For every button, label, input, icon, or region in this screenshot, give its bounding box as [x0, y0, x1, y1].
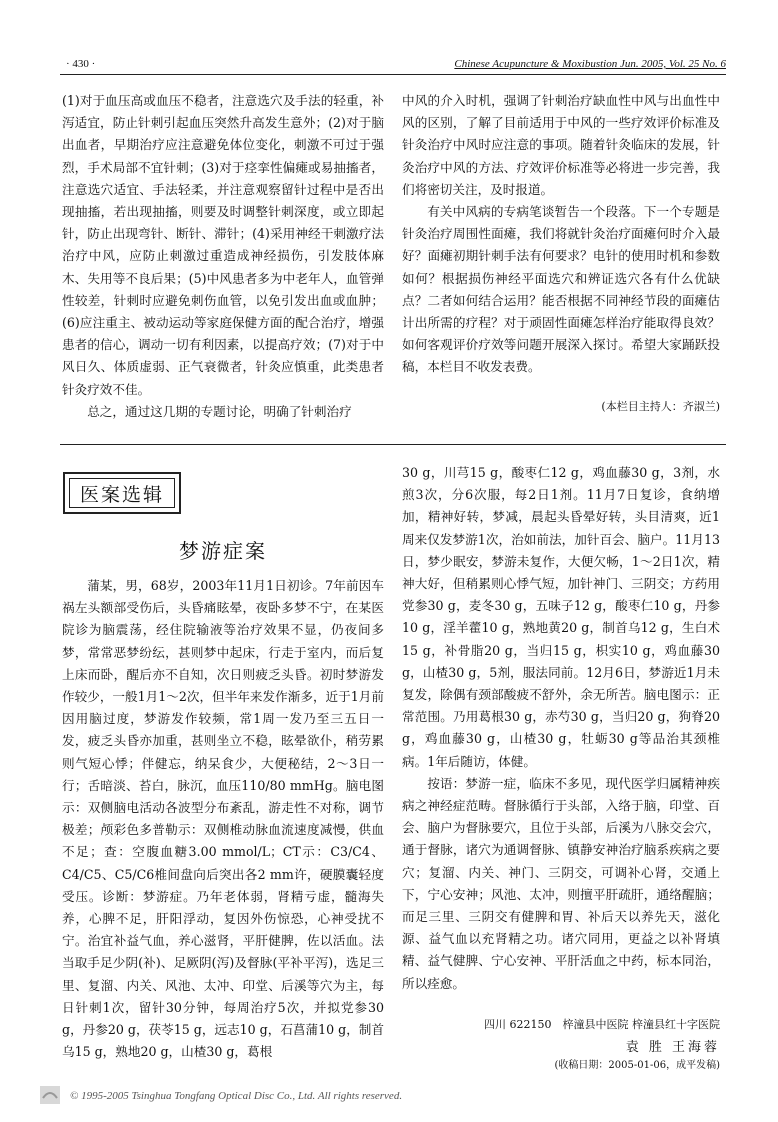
paragraph: 30 g，川芎15 g，酸枣仁12 g，鸡血藤30 g，3剂，水煎3次，分6次服，每2日1剂。11月7日复诊，食纳增加，精神好转，梦减，晨起头昏晕好转，头目清爽，近1周来仅发梦游1次，治如前法，加针百会、脑户。11月13日，梦少眠安，梦游未复作，大便欠畅，1～2日1次，精神大好，但稍累则心悸气短，加针神门、三阴交；方药用党参30 g，麦冬30 g，五味子12 g，酸枣仁10 g，丹参10 g，淫羊藿10 g，熟地黄20 g，制首乌12 g，生白术15 g，补骨脂20 g，当归15 g，枳实10 g，鸡血藤30 g，山楂30 g，5剂，服法同前。12月6日，梦游近1月未复发，除偶有颈部酸疲不舒外，余无所苦。脑电图示：正常范围。乃用葛根30 g，赤芍30 g，当归20 g，狗脊20 g，鸡血藤30 g，山楂30 g，牡蛎30 g等品治其颈椎病。1年后随访，体健。: [402, 465, 720, 769]
journal-header: Chinese Acupuncture & Moxibustion Jun. 2005, Vol. 25 No. 6: [454, 58, 726, 70]
paragraph: 按语：梦游一症，临床不多见，现代医学归属精神疾病之神经症范畴。督脉循行于头部，入络于脑，印堂、百会、脑户为督脉要穴，且位于头部，后溪为八脉交会穴，通于督脉，诸穴为通调督脉、镇静安神治疗脑系疾病之要穴；复溜、内关、神门、三阴交，可调补心肾，交通上下，宁心安神；风池、太冲，则擅平肝疏肝，通络醒脑；而足三里、三阴交有健脾和胃、补后天以养先天，滋化源、益气血以充肾精之功。诸穴同用，更益之以补肾填精、益气健脾、宁心安神、平肝活血之中药，标本同治，所以痊愈。: [402, 775, 720, 991]
page-number: · 430 ·: [66, 58, 96, 70]
section-title: 医案选辑: [69, 478, 175, 508]
case-title: 梦游症案: [179, 539, 267, 563]
column-host: (本栏目主持人：齐淑兰): [601, 400, 720, 413]
copyright-footer: © 1995-2005 Tsinghua Tongfang Optical Disc Co., Ltd. All rights reserved.: [70, 1090, 403, 1102]
paragraph: (1)对于血压高或血压不稳者，注意选穴及手法的轻重，补泻适宜，防止针刺引起血压突然升高发生意外；(2)对于脑出血者，早期治疗应注意避免体位变化，刺激不可过于强烈，手术局部不宜针刺；(3)对于痉挛性偏瘫或易抽搐者，注意选穴适宜、手法轻柔，并注意观察留针过程中是否出现抽搐，若出现抽搐，则要及时调整针刺深度，或立即起针，防止出现弯针、断针、滞针；(4)采用神经干刺激疗法治疗中风，应防止刺激过重造成神经损伤，引发肢体麻木、失用等不良后果；(5)中风患者多为中老年人，血管弹性较差，针刺时应避免刺伤血管，以免引发出血或血肿；(6)应注重主、被动运动等家庭保健方面的配合治疗，增强患者的信心，调动一切有利因素，以提高疗效；(7)对于中风日久、体质虚弱、正气衰微者，针灸应慎重，此类患者针灸疗效不佳。: [62, 93, 384, 397]
affiliation: 四川 622150 梓潼县中医院 梓潼县红十字医院: [484, 1018, 720, 1031]
right-column-top: [402, 90, 720, 379]
authors: 袁 胜 王海蓉: [625, 1040, 720, 1055]
left-column-case: [62, 575, 384, 1063]
left-column-top: [62, 90, 384, 423]
received-date: (收稿日期：2005-01-06，成平发稿): [554, 1060, 720, 1071]
section-rule: [60, 444, 726, 445]
paragraph: 中风的介入时机，强调了针刺治疗缺血性中风与出血性中风的区别，了解了目前适用于中风的一些疗效评价标准及针灸治疗中风时应注意的事项。随着针灸临床的发展，针灸治疗中风的方法、疗效评价标准等必将进一步完善，我们将密切关注，及时报道。: [402, 93, 720, 197]
paragraph: 有关中风病的专病笔谈暂告一个段落。下一个专题是针灸治疗周围性面瘫，我们将就针灸治疗面瘫何时介入最好？面瘫初期针刺手法有何要求？电针的使用时机和参数如何？根据损伤神经平面选穴和辨证选穴各有什么优缺点？二者如何结合运用？能否根据不同神经节段的面瘫估计出所需的疗程？对于顽固性面瘫怎样治疗能取得良效？如何客观评价疗效等问题开展深入探讨。希望大家踊跃投稿，本栏目不收发表费。: [402, 204, 720, 375]
paragraph: 蒲某，男，68岁，2003年11月1日初诊。7年前因车祸左头额部受伤后，头昏痛眩晕，夜卧多梦不宁，在某医院诊为脑震荡，经住院输液等治疗效果不显，仍夜间多梦，常常恶梦纷纭，甚则梦中起床，行走于室内，而后复上床而卧，醒后亦不自知，次日则疲乏头昏。初时梦游发作较少，一般1月1～2次，但半年来发作渐多，近于1月前因用脑过度，梦游发作较频，常1周一发乃至三五日一发，疲乏头昏亦加重，甚则坐立不稳，眩晕欲仆，稍劳累则气短心悸；伴健忘，纳呆食少，大便秘结，2～3日一行；舌暗淡、苔白，脉沉，血压110/80 mmHg。脑电图示：双侧脑电活动各波型分布紊乱，游走性不对称，调节极差；颅彩色多普勒示：双侧椎动脉血流速度减慢，供血不足；查：空腹血糖3.00 mmol/L；CT示：C3/C4、C4/C5、C5/C6椎间盘向后突出各2 mm许，硬膜囊轻度受压。诊断：梦游症。乃年老体弱，肾精亏虚，髓海失养，心脾不足，肝阳浮动，复因外伤惊恐，心神受扰不宁。治宜补益气血，养心滋肾，平肝健脾，佐以活血。法当取手足少阴(补)、足厥阴(泻)及督脉(平补平泻)，选足三里、复溜、内关、风池、太冲、印堂、后溪等穴为主，每日针刺1次，留针30分钟，每周治疗5次，并拟党参30 g，丹参20 g，茯苓15 g，远志10 g，石菖蒲10 g，制首乌15 g，熟地20 g，山楂30 g，葛根: [62, 578, 384, 1060]
header-rule: [60, 74, 726, 75]
right-column-case: [402, 462, 720, 995]
publisher-logo-icon: [40, 1086, 60, 1104]
section-title-box: [63, 472, 181, 514]
paragraph: 总之，通过这几期的专题讨论，明确了针刺治疗: [87, 403, 352, 419]
